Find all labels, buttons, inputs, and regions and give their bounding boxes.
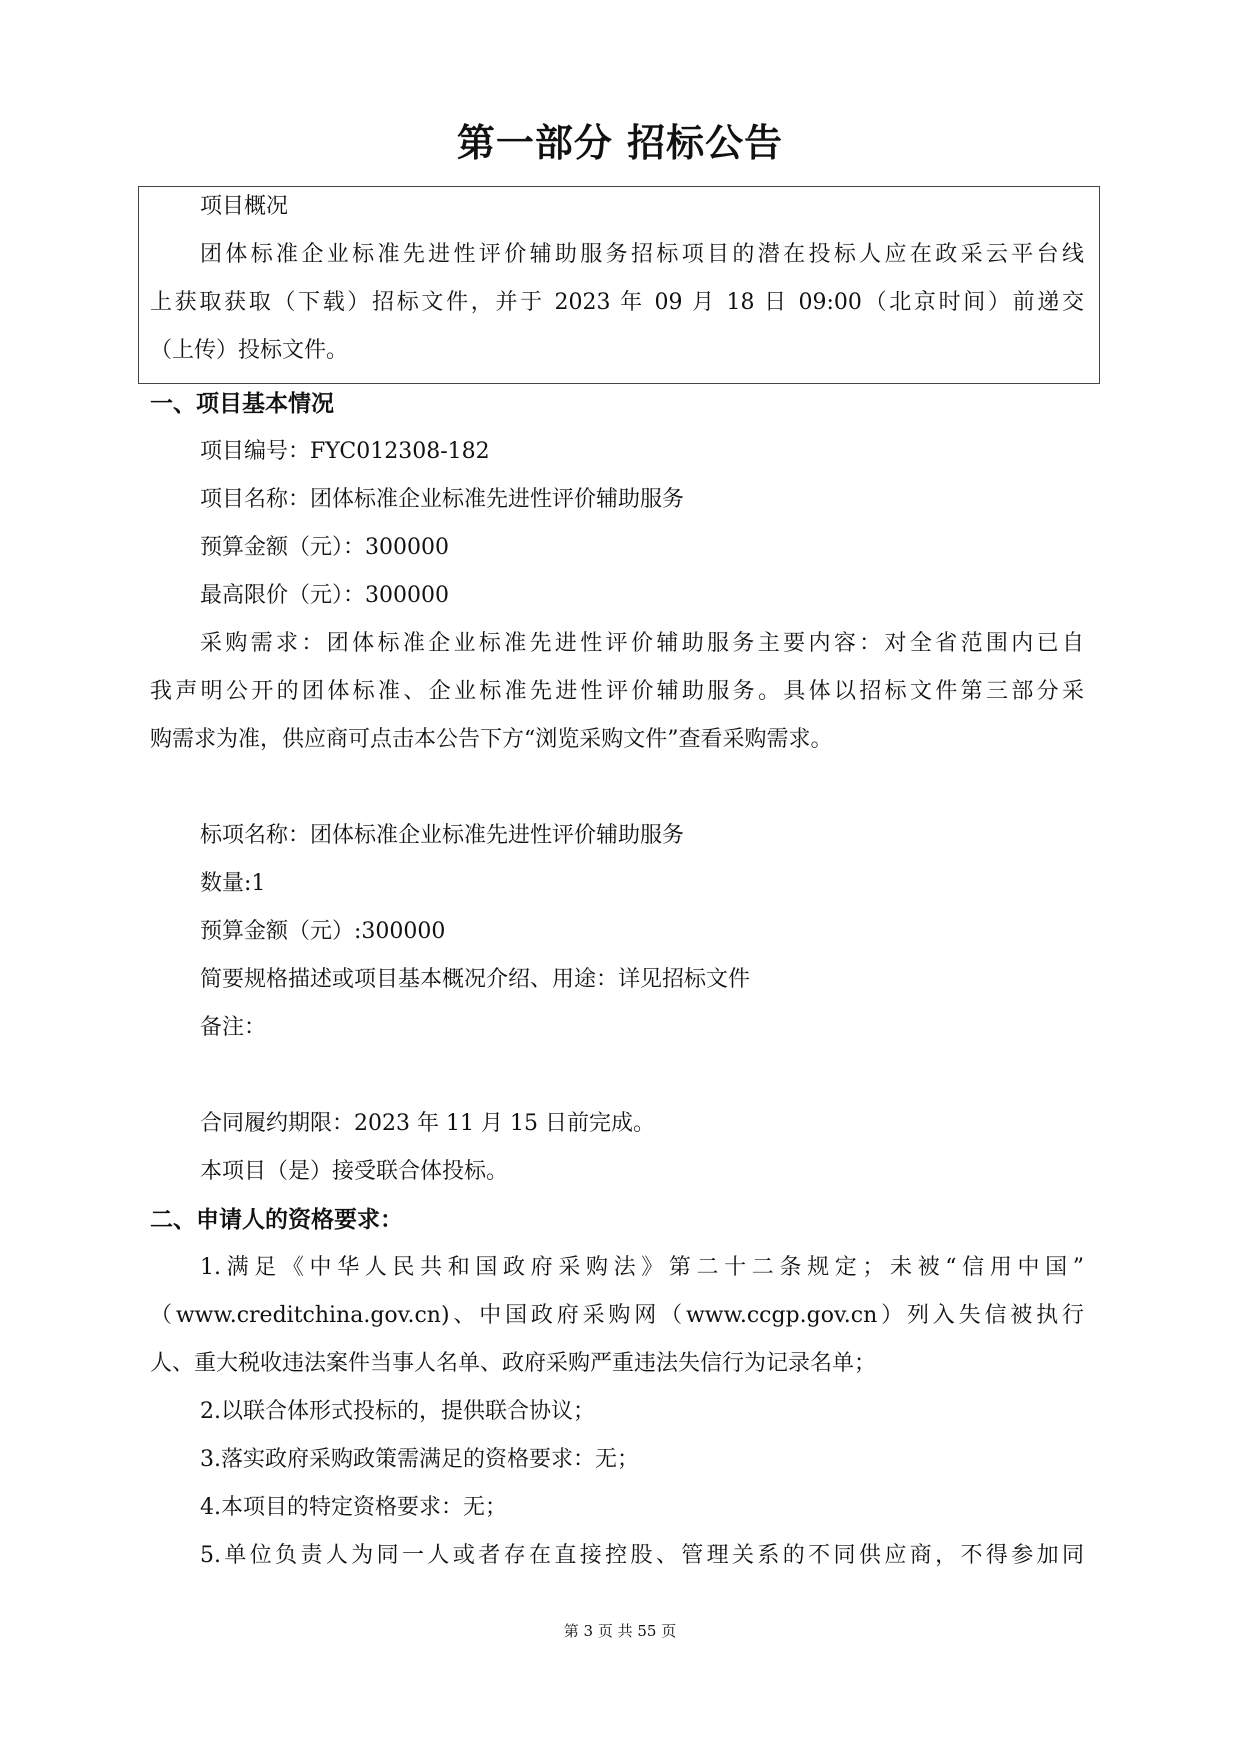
overview-line: 团体标准企业标准先进性评价辅助服务招标项目的潜在投标人应在政采云平台线 [200,242,1084,267]
max-price: 最高限价（元）：300000 [200,583,449,608]
lot-budget: 预算金额（元）:300000 [200,919,446,944]
requirement-item-2: 2.以联合体形式投标的，提供联合协议； [200,1399,595,1424]
requirement-item-1: （www.creditchina.gov.cn)、中国政府采购网（www.ccgp.gov.cn）列入失信被执行 [150,1303,1084,1328]
budget-amount: 预算金额（元）：300000 [200,535,449,560]
section2-heading: 二、申请人的资格要求： [150,1206,403,1233]
lot-remark: 备注： [200,1015,267,1040]
page-number: 第 3 页 共 55 页 [563,1622,677,1640]
section1-heading: 一、项目基本情况 [150,390,334,417]
project-name: 项目名称：团体标准企业标准先进性评价辅助服务 [200,487,685,512]
requirement-item-1: 1.满足《中华人民共和国政府采购法》第二十二条规定；未被“信用中国” [200,1255,1084,1280]
lot-name: 标项名称：团体标准企业标准先进性评价辅助服务 [200,823,685,848]
overview-line: （上传）投标文件。 [150,338,349,363]
page-title: 第一部分 招标公告 [456,120,784,165]
requirement-item-1: 人、重大税收违法案件当事人名单、政府采购严重违法失信行为记录名单； [150,1351,877,1376]
demand-line: 购需求为准，供应商可点击本公告下方“浏览采购文件”查看采购需求。 [150,727,833,752]
contract-period: 合同履约期限：2023 年 11 月 15 日前完成。 [200,1111,655,1136]
project-number: 项目编号：FYC012308-182 [200,439,490,464]
requirement-item-3: 3.落实政府采购政策需满足的资格要求：无； [200,1447,639,1472]
demand-line: 采购需求：团体标准企业标准先进性评价辅助服务主要内容：对全省范围内已自 [200,631,1084,656]
consortium-note: 本项目（是）接受联合体投标。 [200,1159,509,1184]
requirement-item-5: 5.单位负责人为同一人或者存在直接控股、管理关系的不同供应商，不得参加同 [200,1543,1084,1568]
overview-line: 上获取获取（下载）招标文件，并于 2023 年 09 月 18 日 09:00（北京时间）前递交 [150,290,1084,315]
lot-quantity: 数量:1 [200,871,266,896]
lot-spec: 简要规格描述或项目基本概况介绍、用途：详见招标文件 [200,967,751,992]
requirement-item-4: 4.本项目的特定资格要求：无； [200,1495,507,1520]
overview-heading: 项目概况 [200,194,289,219]
demand-line: 我声明公开的团体标准、企业标准先进性评价辅助服务。具体以招标文件第三部分采 [150,679,1084,704]
